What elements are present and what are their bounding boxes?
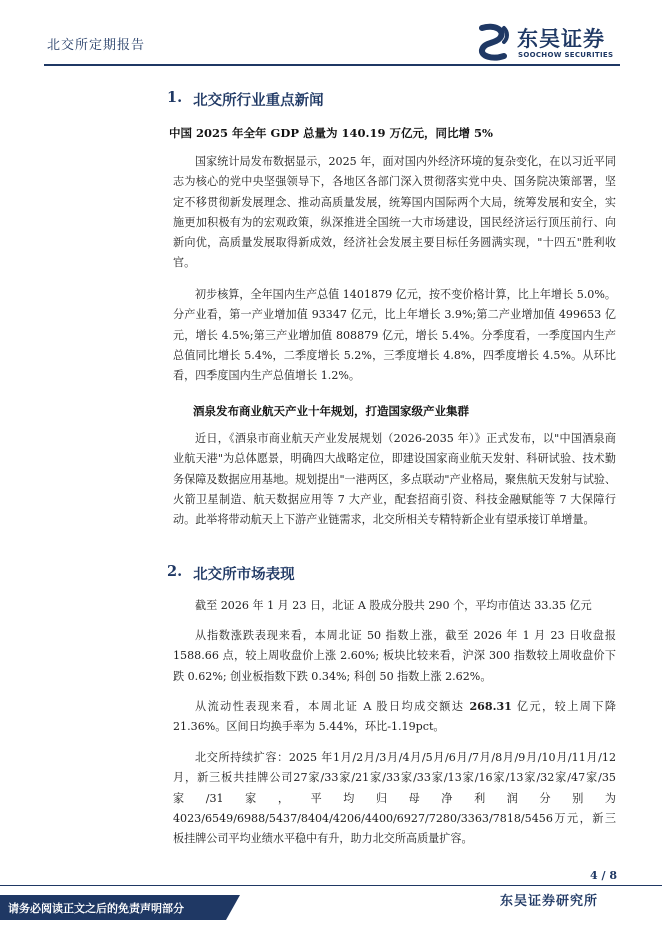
disclaimer-banner: [0, 895, 240, 920]
liquidity-text: 从流动性表现来看，本周北证 A 股日均成交额达: [195, 700, 470, 713]
news-title-gdp: 中国 2025 年全年 GDP 总量为 140.19 万亿元，同比增 5%: [169, 126, 493, 140]
market-paragraph-index: 从指数涨跌表现来看，本周北证 50 指数上涨，截至 2026 年 1 月 23 日收盘报 1588.66 点，较上周收盘价上涨 2.60%; 板块比较来看，沪深 300 指数较上周收盘价下跌 0.62%; 创业板指数下跌 0.34%; 科创 50 指数上涨 2.62%。: [173, 629, 616, 683]
section-number: 1.: [167, 89, 183, 106]
logo-english-name: SOOCHOW SECURITIES: [518, 51, 614, 59]
section-heading-2: [167, 563, 295, 584]
liquidity-text: 亿元，较上周下降 21.36%。区间日均换手率为 5.44%，环比-1.19pct。: [173, 700, 616, 734]
news-paragraph: 近日，《酒泉市商业航天产业发展规划（2026-2035 年）》正式发布，以"中国酒泉商业航天港"为总体愿景，明确四大战略定位，即建设国家商业航天发射、科研试验、技术勤务保障及数据应用基地。规划提出"一港两区，多点联动"产业格局，聚焦航天发射与试验、火箭卫星制造、航天数据应用等 7 大产业，配套招商引资、科技金融赋能等 7 大保障行动。此举将带动航天上下游产业链需求，北交所相关专精特新企业有望承接订单增量。: [173, 432, 616, 527]
logo-chinese-name: 东吴证券: [517, 27, 605, 51]
market-paragraph-liquidity: [173, 697, 616, 738]
market-paragraph-expansion: 北交所持续扩容：2025 年1月/2月/3月/4月/5月/6月/7月/8月/9月/10月/11月/12月，新三板共挂牌公司27家/33家/21家/33家/33家/13家/16家/13家/32家/47家/35家/31家，平均归母净利润分别为4023/6549/6988/5437/8404/4206/4400/6927/7280/3363/7818/5456万元，新三板挂牌公司平均业绩水平稳中有升，助力北交所高质量扩容。: [173, 751, 616, 846]
section-title: 北交所市场表现: [193, 566, 295, 583]
report-type-label: 北交所定期报告: [47, 38, 146, 53]
section-title: 北交所行业重点新闻: [193, 92, 324, 109]
news-paragraph: 国家统计局发布数据显示，2025 年，面对国内外经济环境的复杂变化，在以习近平同志为核心的党中央坚强领导下，各地区各部门深入贯彻落实党中央、国务院决策部署，坚定不移贯彻新发展理念、推动高质量发展，统筹国内国际两个大局，统筹发展和安全，实施更加积极有为的宏观政策，纵深推进全国统一大市场建设，国民经济运行顶压前行、向新向优，高质量发展取得新成效，经济社会发展主要目标任务圆满实现，"十四五"胜利收官。: [173, 155, 616, 270]
section-heading-1: [167, 89, 324, 110]
disclaimer-text: 请务必阅读正文之后的免责声明部分: [8, 902, 184, 915]
soochow-logo-icon: [474, 22, 514, 62]
market-paragraph-constituents: 截至 2026 年 1 月 23 日，北证 A 股成分股共 290 个，平均市值达 33.35 亿元: [195, 599, 592, 612]
footer-institute: 东吴证券研究所: [500, 894, 599, 909]
soochow-logo: [474, 22, 624, 66]
section-number: 2.: [167, 563, 183, 580]
footer-divider: [0, 885, 662, 886]
news-title-jiuquan: 酒泉发布商业航天产业十年规划，打造国家级产业集群: [193, 404, 469, 418]
page-number: 4 / 8: [590, 869, 617, 882]
header-divider: [44, 64, 620, 66]
news-paragraph: 初步核算，全年国内生产总值 1401879 亿元，按不变价格计算，比上年增长 5.0%。分产业看，第一产业增加值 93347 亿元，比上年增长 3.9%;第二产业增加值 499653 亿元，增长 4.5%;第三产业增加值 808879 亿元，增长 5.4%。分季度看，一季度国内生产总值同比增长 5.4%，二季度增长 5.2%，三季度增长 4.8%，四季度增长 4.5%。从环比看，四季度国内生产总值增长 1.2%。: [173, 288, 616, 383]
turnover-value: 268.31: [469, 700, 512, 713]
